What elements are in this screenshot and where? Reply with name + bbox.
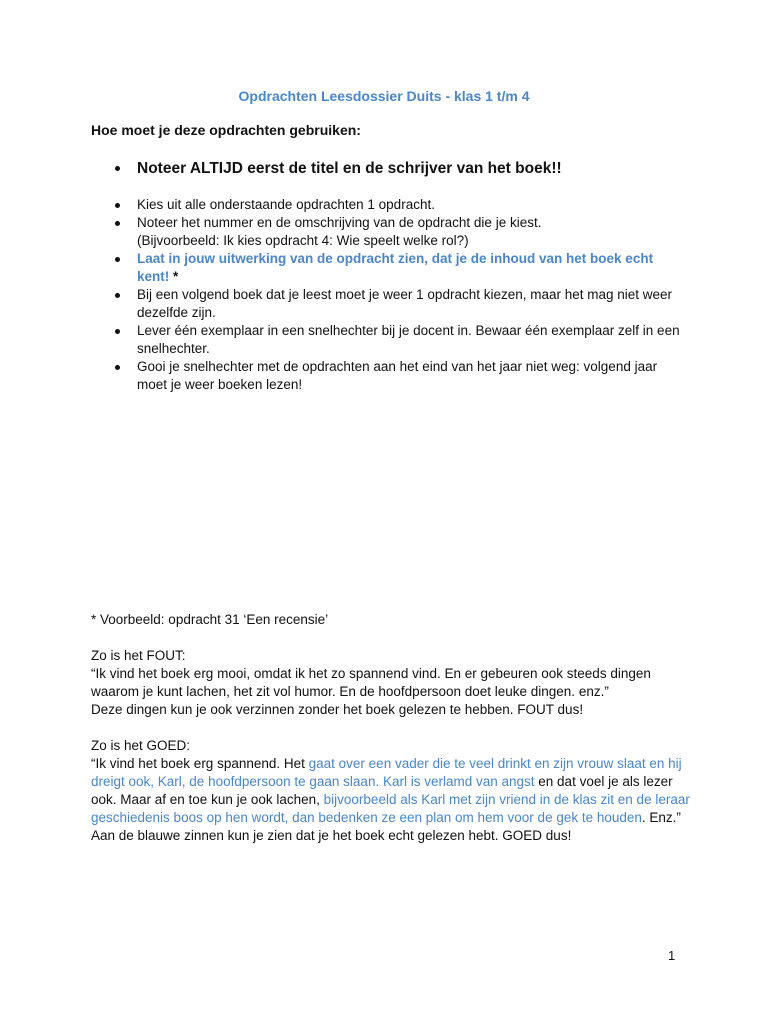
fout-conclusion: Deze dingen kun je ook verzinnen zonder het boek gelezen te hebben. FOUT dus! <box>91 702 584 717</box>
list-item <box>112 214 682 250</box>
example-heading: * Voorbeeld: opdracht 31 ‘Een recensie’ <box>91 612 329 627</box>
goed-quote-part: “Ik vind het boek erg spannend. Het <box>91 756 309 771</box>
instruction-list <box>112 158 682 394</box>
fout-label: Zo is het FOUT: <box>91 648 186 663</box>
list-item-text: Noteer het nummer en de omschrijving van de opdracht die je kiest. <box>137 215 542 230</box>
page-number: 1 <box>668 948 676 963</box>
goed-block <box>91 737 691 845</box>
list-item-text: Kies uit alle onderstaande opdrachten 1 opdracht. <box>137 197 435 212</box>
list-item <box>112 196 682 214</box>
footnote-marker: * <box>169 269 179 284</box>
goed-label: Zo is het GOED: <box>91 738 191 753</box>
list-item-text: Lever één exemplaar in een snelhechter bij je docent in. Bewaar één exemplaar zelf in een snelhechter. <box>137 323 680 356</box>
goed-quote-part: en dat voel je als lezer ook. Maar af en toe kun je ook lachen, <box>91 774 673 807</box>
list-item-text: Noteer ALTIJD eerst de titel en de schrijver van het boek!! <box>137 160 562 177</box>
example-section <box>91 611 691 845</box>
goed-quote-part: . Enz.” <box>641 810 681 825</box>
document-title: Opdrachten Leesdossier Duits - klas 1 t/m 4 <box>238 88 530 104</box>
list-item-text: Gooi je snelhechter met de opdrachten aan het eind van het jaar niet weg: volgend jaar moet je weer boeken lezen! <box>137 359 658 392</box>
intro-heading: Hoe moet je deze opdrachten gebruiken: <box>91 122 361 138</box>
list-item <box>112 250 682 286</box>
list-item-highlight: Laat in jouw uitwerking van de opdracht zien, dat je de inhoud van het boek echt kent! <box>137 251 654 284</box>
fout-quote: “Ik vind het boek erg mooi, omdat ik het zo spannend vind. En er gebeuren ook steeds dingen waarom je kunt lachen, het zit vol humor. En de hoofdpersoon doet leuke dingen. enz.” <box>91 666 651 699</box>
list-item <box>112 358 682 394</box>
list-item <box>112 286 682 322</box>
list-item <box>112 158 682 180</box>
list-item <box>112 322 682 358</box>
list-item-text: Bij een volgend boek dat je leest moet je weer 1 opdracht kiezen, maar het mag niet weer dezelfde zijn. <box>137 287 673 320</box>
goed-conclusion: Aan de blauwe zinnen kun je zien dat je het boek echt gelezen hebt. GOED dus! <box>91 828 572 843</box>
goed-highlight: gaat over een vader die te veel drinkt en zijn vrouw slaat en hij dreigt ook, Karl, de hoofdpersoon te gaan slaan. Karl is verlamd van angst <box>91 756 682 789</box>
goed-highlight: bijvoorbeeld als Karl met zijn vriend in de klas zit en de leraar geschiedenis boos op hen wordt, dan bedenken ze een plan om hem voor de gek te houden <box>91 792 690 825</box>
list-item-example: (Bijvoorbeeld: Ik kies opdracht 4: Wie speelt welke rol?) <box>137 233 469 248</box>
fout-block <box>91 647 691 719</box>
